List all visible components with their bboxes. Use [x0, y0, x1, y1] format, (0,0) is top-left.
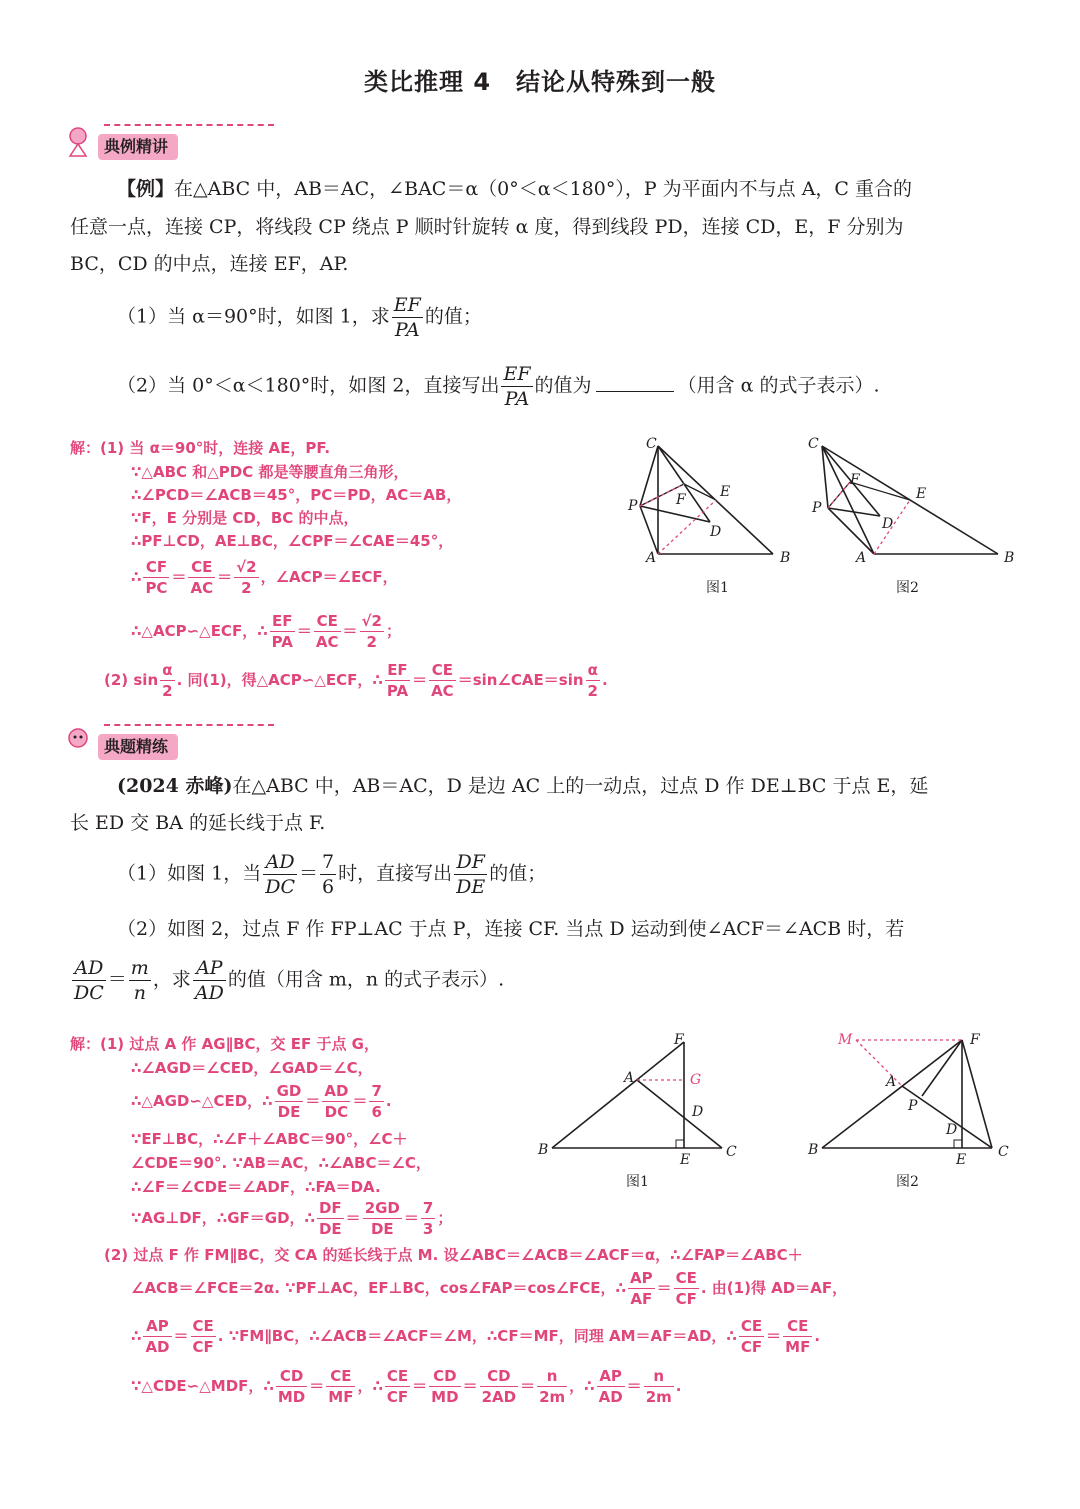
- mascot-icon: [64, 726, 96, 760]
- sol1-line-6: ∴ $\frac{CF}{PC}$ ＝ $\frac{CE}{AC}$ ＝ $\frac{√2}{2}$ ，∠ACP＝∠ECF，: [131, 558, 398, 597]
- sol2-line-4: ∵EF⊥BC，∴∠F＋∠ABC＝90°，∠C＋: [131, 1130, 408, 1148]
- label-A: A: [624, 1070, 635, 1086]
- label-B: B: [1004, 550, 1015, 566]
- mascot-icon: [64, 126, 96, 160]
- label-B: B: [538, 1142, 549, 1158]
- sol2-line-7: ∵AG⊥DF，∴GF＝GD，∴ $\frac{DF}{DE}$ ＝ $\frac{2GD}{DE}$ ＝ $\frac{7}{3}$ ；: [131, 1199, 453, 1238]
- label-E: E: [720, 484, 731, 500]
- fig-caption-1: 图1: [706, 580, 729, 596]
- sol2-line-11: ∵△CDE∽△MDF，∴ $\frac{CD}{MD}$ ＝ $\frac{CE}{MF}$ ，∴ $\frac{CE}{CF}$ ＝ $\frac{CD}{MD}$ ＝ $\frac{CD}{2AD}$ ＝ $\frac{n}{2m}$ ，∴ $\frac{AP}{AD}$ ＝ $\frac{n}{2m}$ .: [131, 1367, 682, 1406]
- problem-line-1: (2024 赤峰)在△ABC 中，AB＝AC，D 是边 AC 上的一动点，过点 D 作 DE⊥BC 于点 E，延: [117, 775, 929, 797]
- label-A: A: [646, 550, 657, 566]
- label-P: P: [628, 498, 638, 514]
- problem-q1: （1）如图 1，当 $\frac{AD}{DC}$ ＝ $\frac{7}{6}$ 时，直接写出 $\frac{DF}{DE}$ 的值；: [117, 851, 547, 898]
- label-C: C: [808, 436, 819, 452]
- sol2-line-10: ∴ $\frac{AP}{AD}$ ＝ $\frac{CE}{CF}$ . ∵FM∥BC，∴∠ACB＝∠ACF＝∠M，∴CF＝MF，同理 AM＝AF＝AD，∴ $\frac{CE}{CF}$ ＝ $\frac{CE}{MF}$ .: [131, 1317, 821, 1356]
- sol1-line-5: ∴PF⊥CD，AE⊥BC，∠CPF＝∠CAE＝45°，: [131, 532, 454, 550]
- problem-figure-1: [537, 1032, 737, 1190]
- example-tag: 【例】: [117, 178, 175, 200]
- page-title: 类比推理 4 结论从特殊到一般: [363, 68, 717, 96]
- sol1-line-8: (2) sin $\frac{\alpha}{2}$ . 同(1)，得△ACP∽△ECF，∴ $\frac{EF}{PA}$ ＝ $\frac{CE}{AC}$ ＝sin∠CAE＝sin $\frac{\alpha}{2}$ .: [104, 661, 608, 700]
- fig-caption-2: 图2: [896, 580, 919, 596]
- label-P: P: [812, 500, 822, 516]
- example-figure-1: [627, 436, 790, 596]
- sol1-line-7: ∴△ACP∽△ECF，∴ $\frac{EF}{PA}$ ＝ $\frac{CE}{AC}$ ＝ $\frac{√2}{2}$ ；: [131, 612, 401, 651]
- label-D: D: [710, 524, 722, 540]
- label-G: G: [690, 1072, 702, 1088]
- fig-caption-2: 图2: [896, 1174, 919, 1190]
- sol1-line-2: ∵△ABC 和△PDC 都是等腰直角三角形，: [131, 463, 409, 481]
- label-A: A: [856, 550, 867, 566]
- label-D: D: [882, 516, 894, 532]
- label-B: B: [780, 550, 791, 566]
- label-D: D: [946, 1122, 958, 1138]
- sol2-line-1: 解：(1) 过点 A 作 AG∥BC，交 EF 于点 G，: [70, 1035, 379, 1053]
- example-line-3: BC，CD 的中点，连接 EF，AP.: [70, 253, 349, 275]
- example-figure-2: [808, 436, 1014, 596]
- sol2-line-6: ∴∠F＝∠CDE＝∠ADF，∴FA＝DA.: [131, 1178, 381, 1196]
- sol1-line-4: ∵F，E 分别是 CD，BC 的中点，: [131, 509, 359, 527]
- label-P: P: [908, 1098, 918, 1114]
- section-badge-practice: [64, 722, 244, 762]
- question-2: （2）当 0°＜α＜180°时，如图 2，直接写出 $\frac{EF}{PA}$ 的值为 （用含 α 的式子表示）.: [117, 363, 880, 410]
- label-F: F: [850, 472, 860, 488]
- problem-line-2: 长 ED 交 BA 的延长线于点 F.: [70, 812, 326, 834]
- label-D: D: [692, 1104, 704, 1120]
- sol2-line-2: ∴∠AGD＝∠CED，∠GAD＝∠C，: [131, 1059, 373, 1077]
- problem-figure-2: [807, 1032, 1009, 1190]
- label-F: F: [970, 1032, 980, 1048]
- example-figures: [618, 432, 1038, 602]
- section-label: 典例精讲: [98, 134, 178, 160]
- section-badge-example: [64, 122, 244, 162]
- answer-blank: [596, 391, 674, 392]
- sol2-line-5: ∠CDE＝90°. ∵AB＝AC，∴∠ABC＝∠C，: [131, 1154, 431, 1172]
- label-E: E: [956, 1152, 967, 1168]
- sol1-line-1: 解：(1) 当 α＝90°时，连接 AE，PF.: [70, 439, 331, 457]
- sol1-line-3: ∴∠PCD＝∠ACB＝45°，PC＝PD，AC＝AB，: [131, 486, 462, 504]
- sol2-line-3: ∴△AGD∽△CED，∴ $\frac{GD}{DE}$ ＝ $\frac{AD}{DC}$ ＝ $\frac{7}{6}$ .: [131, 1082, 392, 1121]
- label-A: A: [886, 1074, 897, 1090]
- section-label: 典题精练: [98, 734, 178, 760]
- label-E: E: [680, 1152, 691, 1168]
- problem-figures: [530, 1030, 1030, 1200]
- sol2-line-8: (2) 过点 F 作 FM∥BC，交 CA 的延长线于点 M. 设∠ABC＝∠ACB＝∠ACF＝α，∴∠FAP＝∠ABC＋: [104, 1246, 803, 1264]
- label-F: F: [676, 492, 686, 508]
- label-B: B: [808, 1142, 819, 1158]
- example-line-2: 任意一点，连接 CP，将线段 CP 绕点 P 顺时针旋转 α 度，得到线段 PD，连接 CD，E，F 分别为: [70, 216, 904, 238]
- problem-source: (2024 赤峰): [117, 775, 233, 797]
- label-E: E: [916, 486, 927, 502]
- problem-q2-line-1: （2）如图 2，过点 F 作 FP⊥AC 于点 P，连接 CF. 当点 D 运动到使∠ACF＝∠ACB 时，若: [117, 918, 905, 940]
- label-C: C: [646, 436, 657, 452]
- label-C: C: [998, 1144, 1009, 1160]
- sol2-line-9: ∠ACB＝∠FCE＝2α. ∵PF⊥AC，EF⊥BC，cos∠FAP＝cos∠FCE，∴ $\frac{AP}{AF}$ ＝ $\frac{CE}{CF}$ . 由(1)得 AD＝AF，: [131, 1269, 848, 1308]
- label-M: M: [838, 1032, 853, 1048]
- fig-caption-1: 图1: [626, 1174, 649, 1190]
- label-F: F: [674, 1032, 684, 1048]
- label-C: C: [726, 1144, 737, 1160]
- question-1: （1）当 α＝90°时，如图 1，求 $\frac{EF}{PA}$ 的值；: [117, 294, 482, 341]
- problem-q2-line-2: $\frac{AD}{DC}$ ＝ $\frac{m}{n}$ ，求 $\frac{AP}{AD}$ 的值（用含 m，n 的式子表示）.: [74, 957, 505, 1004]
- example-line-1: 【例】在△ABC 中，AB＝AC，∠BAC＝α（0°＜α＜180°），P 为平面内不与点 A，C 重合的: [117, 178, 913, 200]
